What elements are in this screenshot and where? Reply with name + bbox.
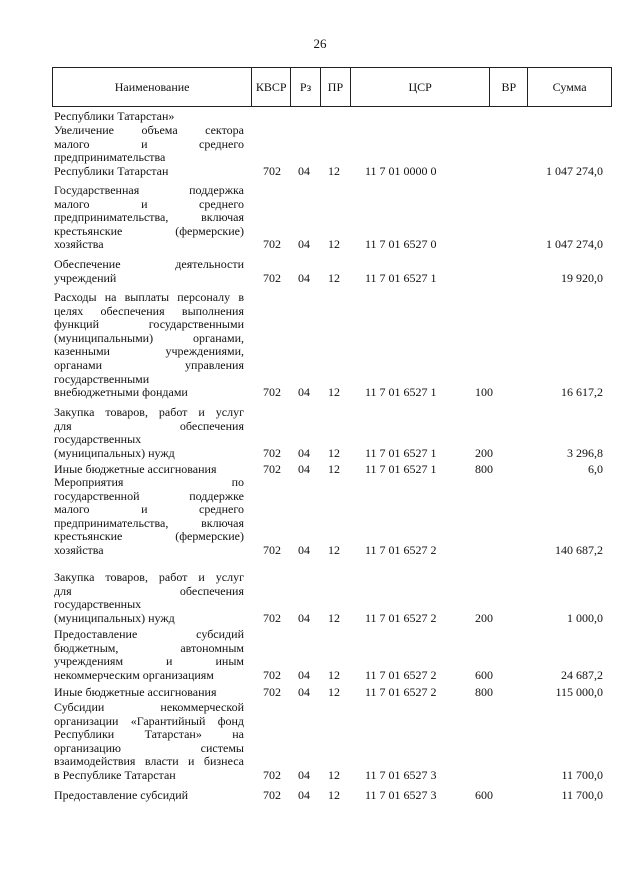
row-name-line: Расходы на выплаты персоналу в	[54, 290, 244, 304]
cell-kvsr: 702	[263, 385, 281, 400]
row-name-line: для обеспечения	[54, 418, 244, 433]
row-name	[54, 291, 244, 400]
row-name-line: Республики Татарстан» на	[54, 727, 244, 742]
header-vr: ВР	[490, 68, 528, 106]
cell-pr: 12	[328, 163, 340, 178]
cell-vr: 200	[475, 610, 493, 625]
cell-pr: 12	[328, 610, 340, 625]
table-header	[52, 67, 612, 107]
cell-csr: 11 7 01 6527 1	[365, 270, 437, 285]
cell-csr: 11 7 01 6527 2	[365, 685, 437, 699]
row-name-line: Закупка товаров, работ и услуг	[54, 405, 244, 419]
header-sum: Сумма	[552, 79, 587, 94]
cell-csr: 11 7 01 6527 3	[365, 788, 437, 802]
cell-kvsr: 702	[263, 543, 281, 557]
row-name	[54, 476, 244, 558]
row-name-line: Государственная поддержка	[54, 183, 244, 197]
row-name-line: функций государственными	[54, 317, 244, 332]
cell-csr: 11 7 01 6527 1	[365, 385, 437, 400]
cell-rz: 04	[298, 270, 310, 285]
row-name-line: целях обеспечения выполнения	[54, 303, 244, 318]
row-name-line: хозяйства	[54, 237, 104, 252]
cell-sum: 1 000,0	[567, 610, 603, 625]
cell-csr: 11 7 01 6527 2	[365, 543, 437, 557]
cell-csr: 11 7 01 6527 1	[365, 445, 437, 460]
cell-kvsr: 702	[263, 163, 281, 178]
row-name-line: Иные бюджетные ассигнования	[54, 462, 217, 476]
cell-pr: 12	[328, 462, 340, 476]
cell-pr: 12	[328, 685, 340, 699]
cell-sum: 3 296,8	[567, 445, 603, 460]
row-name-line: малого и среднего	[54, 196, 244, 211]
cell-rz: 04	[298, 237, 310, 252]
cell-kvsr: 702	[263, 462, 281, 476]
row-name-line: некоммерческим организациям	[54, 667, 214, 682]
cell-sum: 19 920,0	[561, 270, 603, 285]
cell-kvsr: 702	[263, 667, 281, 682]
row-name-line: малого и среднего	[54, 136, 244, 151]
row-name-line: (муниципальных) нужд	[54, 610, 175, 625]
row-name-line: крестьянские (фермерские)	[54, 529, 244, 544]
cell-rz: 04	[298, 445, 310, 460]
page-number: 26	[313, 36, 327, 51]
row-name	[54, 789, 244, 803]
cell-vr: 800	[475, 685, 493, 699]
cell-rz: 04	[298, 667, 310, 682]
cell-sum: 115 000,0	[555, 685, 603, 699]
cell-pr: 12	[328, 237, 340, 252]
cell-vr: 800	[475, 462, 493, 476]
row-name-line: Закупка товаров, работ и услуг	[54, 570, 244, 584]
row-name	[54, 686, 244, 700]
cell-csr: 11 7 01 6527 3	[365, 768, 437, 782]
cell-sum: 140 687,2	[555, 543, 603, 557]
cell-csr: 11 7 01 6527 2	[365, 667, 437, 682]
row-name-line: Предоставление субсидий	[54, 788, 189, 802]
row-name-line: крестьянские (фермерские)	[54, 223, 244, 238]
row-name	[54, 628, 244, 682]
cell-sum: 16 617,2	[561, 385, 603, 400]
row-name-line: Республики Татарстан»	[54, 109, 175, 123]
row-name-line: предпринимательства, включая	[54, 210, 244, 225]
cell-pr: 12	[328, 543, 340, 557]
cell-pr: 12	[328, 270, 340, 285]
cell-rz: 04	[298, 788, 310, 802]
cell-rz: 04	[298, 385, 310, 400]
cell-pr: 12	[328, 445, 340, 460]
row-name-line: Увеличение объема сектора	[54, 123, 244, 137]
row-name-line: хозяйства	[54, 542, 104, 557]
cell-pr: 12	[328, 768, 340, 782]
row-name-line: Мероприятия по	[54, 475, 244, 489]
cell-rz: 04	[298, 610, 310, 625]
row-name	[54, 110, 244, 124]
row-name-line: Обеспечение деятельности	[54, 257, 244, 271]
cell-vr: 600	[475, 667, 493, 682]
cell-rz: 04	[298, 462, 310, 476]
cell-kvsr: 702	[263, 445, 281, 460]
row-name-line: малого и среднего	[54, 502, 244, 517]
cell-pr: 12	[328, 788, 340, 802]
row-name	[54, 258, 244, 285]
cell-sum: 24 687,2	[561, 667, 603, 682]
row-name-line: Иные бюджетные ассигнования	[54, 685, 217, 699]
row-name-line: казенными учреждениями,	[54, 344, 244, 359]
row-name-line: государственными	[54, 371, 150, 386]
row-name	[54, 571, 244, 625]
cell-csr: 11 7 01 6527 1	[365, 462, 437, 476]
row-name-line: государственных	[54, 432, 142, 447]
header-name: Наименование	[53, 68, 252, 106]
cell-rz: 04	[298, 163, 310, 178]
row-name	[54, 701, 244, 783]
cell-kvsr: 702	[263, 610, 281, 625]
header-csr: ЦСР	[351, 68, 491, 106]
cell-vr: 600	[475, 788, 493, 802]
row-name-line: организации «Гарантийный фонд	[54, 713, 244, 728]
row-name-line: предпринимательства	[54, 150, 166, 165]
row-name-line: взаимодействия власти и бизнеса	[54, 754, 244, 769]
cell-sum: 11 700,0	[561, 768, 603, 782]
cell-rz: 04	[298, 768, 310, 782]
cell-vr: 100	[475, 385, 493, 400]
cell-csr: 11 7 01 0000 0	[365, 163, 437, 178]
row-name-line: в Республике Татарстан	[54, 767, 176, 782]
cell-csr: 11 7 01 6527 2	[365, 610, 437, 625]
header-rz: Рз	[291, 68, 321, 106]
cell-kvsr: 702	[263, 788, 281, 802]
cell-csr: 11 7 01 6527 0	[365, 237, 437, 252]
row-name-line: бюджетным, автономным	[54, 640, 244, 655]
header-pr: ПР	[321, 68, 351, 106]
row-name-line: внебюджетными фондами	[54, 385, 188, 400]
cell-sum: 1 047 274,0	[546, 237, 603, 252]
cell-rz: 04	[298, 685, 310, 699]
cell-kvsr: 702	[263, 270, 281, 285]
row-name-line: (муниципальных) нужд	[54, 445, 175, 460]
cell-vr: 200	[475, 445, 493, 460]
cell-sum: 6,0	[588, 462, 603, 476]
header-kvsr: КВСР	[252, 68, 291, 106]
row-name-line: государственных	[54, 597, 142, 612]
row-name-line: учреждений	[54, 270, 117, 285]
row-name	[54, 184, 244, 252]
row-name-line: Предоставление субсидий	[54, 627, 244, 641]
cell-kvsr: 702	[263, 685, 281, 699]
row-name	[54, 406, 244, 460]
cell-kvsr: 702	[263, 237, 281, 252]
row-name-line: органами управления	[54, 357, 244, 372]
row-name-line: для обеспечения	[54, 583, 244, 598]
cell-sum: 11 700,0	[561, 788, 603, 802]
cell-kvsr: 702	[263, 768, 281, 782]
row-name-line: Республики Татарстан	[54, 163, 169, 178]
row-name-line: государственной поддержке	[54, 488, 244, 503]
cell-pr: 12	[328, 385, 340, 400]
row-name	[54, 124, 244, 178]
row-name-line: организацию системы	[54, 740, 244, 755]
cell-pr: 12	[328, 667, 340, 682]
row-name-line: учреждениям и иным	[54, 654, 244, 669]
cell-rz: 04	[298, 543, 310, 557]
row-name-line: (муниципальными) органами,	[54, 330, 244, 345]
cell-sum: 1 047 274,0	[546, 163, 603, 178]
row-name-line: Субсидии некоммерческой	[54, 700, 244, 714]
row-name-line: предпринимательства, включая	[54, 515, 244, 530]
